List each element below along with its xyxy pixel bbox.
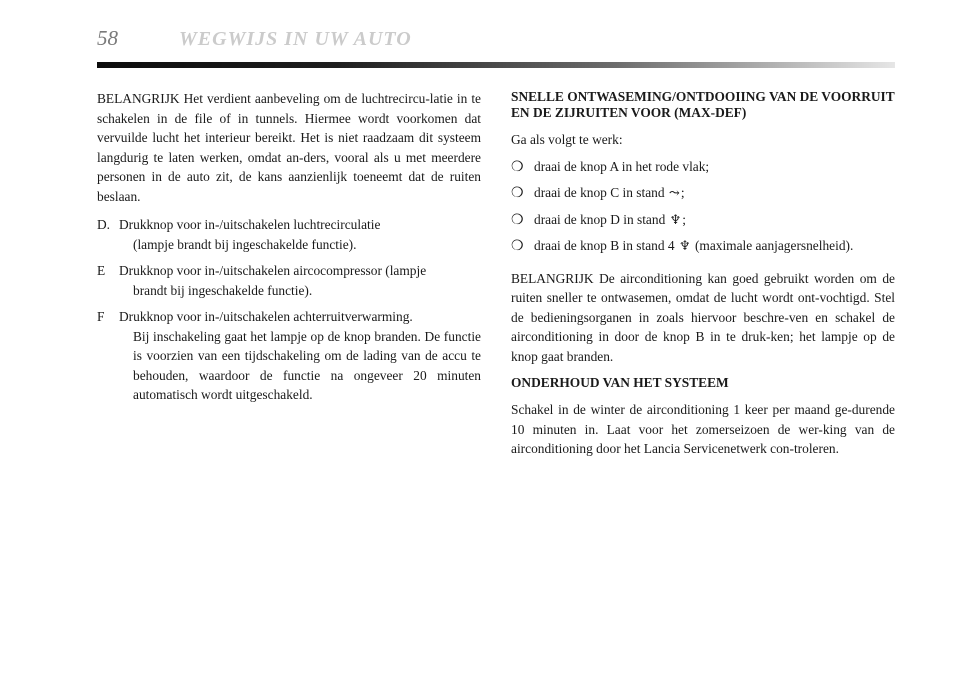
list-item-suffix: ;	[682, 211, 687, 227]
bullet-circle-icon: ❍	[511, 186, 524, 201]
definition-text-continued: brandt bij ingeschakelde functie).	[133, 282, 313, 298]
left-column	[97, 89, 481, 412]
definition-text: Drukknop voor in-/uitschakelen aircocompressor (lampje	[119, 263, 427, 278]
list-item	[511, 210, 895, 231]
list-item	[511, 157, 895, 178]
definition-item-d	[97, 215, 481, 254]
instructions-intro: Ga als volgt te werk:	[511, 132, 623, 147]
list-item-text: draai de knop C in stand	[534, 185, 665, 200]
definition-text: Drukknop voor in-/uitschakelen luchtrecirculatie	[119, 217, 381, 232]
definition-key: E	[97, 263, 106, 278]
definition-text-continued: Bij inschakeling gaat het lampje op de knop branden. De functie is voorzien van een tijdschakeling om de lading van de accu te behouden, waardoor de functie na ongeveer 20 minuten automatisch wordt uitgeschakeld.	[133, 328, 481, 402]
defrost-icon: ♆	[669, 211, 682, 227]
list-item-text: draai de knop A in het rode vlak;	[534, 158, 710, 174]
section-title: WEGWIJS IN UW AUTO	[179, 28, 412, 50]
definition-item-e	[97, 261, 481, 300]
list-item	[511, 183, 895, 204]
airflow-windscreen-icon: ⤳	[668, 185, 680, 200]
aircon-warning: BELANGRIJK De airconditioning kan goed gebruikt worden om de ruiten sneller te ontwasemen, omdat de lucht wordt ont-vochtigd. Stel de bedieningsorganen in zoals hiervoor beschre-ven en schakel de airconditioning in door de knop B in te druk-ken; het lampje op de knop gaat branden.	[511, 270, 895, 364]
maintenance-heading: ONDERHOUD VAN HET SYSTEEM	[511, 375, 729, 390]
list-item-suffix: ;	[680, 185, 685, 200]
definition-item-f	[97, 307, 481, 405]
header-rule	[97, 62, 895, 68]
page-number: 58	[97, 26, 118, 50]
defrost-icon: ♆	[678, 238, 691, 253]
list-item-suffix: (maximale aanjagersnelheid).	[694, 238, 854, 253]
definition-key: D.	[97, 217, 111, 232]
list-item-text: draai de knop D in stand	[534, 211, 666, 227]
bullet-circle-icon: ❍	[511, 239, 524, 254]
definition-text: Drukknop voor in-/uitschakelen achterruitverwarming.	[119, 309, 413, 324]
bullet-circle-icon: ❍	[511, 159, 524, 175]
list-item-text: draai de knop B in stand 4	[534, 238, 675, 253]
right-column	[511, 89, 895, 459]
list-item	[511, 236, 895, 257]
max-def-heading: SNELLE ONTWASEMING/ONTDOOIING VAN DE VOORRUIT EN DE ZIJRUITEN VOOR (MAX-DEF)	[511, 89, 895, 120]
bullet-circle-icon: ❍	[511, 212, 524, 228]
definition-text-continued: (lampje brandt bij ingeschakelde functie).	[133, 236, 357, 252]
recirculation-warning: BELANGRIJK Het verdient aanbeveling om de luchtrecircu-latie in te schakelen in de file of in tunnels. Hiermee wordt voorkomen dat vervuilde lucht het interieur bereikt. Het is niet raadzaam dit systeem langdurig te laten werken, omdat an-ders, vooral als u met meerdere personen in de auto zit, de kans aanzienlijk toeneemt dat de ruiten beslaan.	[97, 91, 481, 204]
definition-key: F	[97, 309, 105, 324]
maintenance-text: Schakel in de winter de airconditioning 1 keer per maand ge-durende 10 minuten in. Laat voor het zomerseizoen de wer-king van de airconditioning door het Lancia Servicenetwerk con-troleren.	[511, 402, 895, 456]
